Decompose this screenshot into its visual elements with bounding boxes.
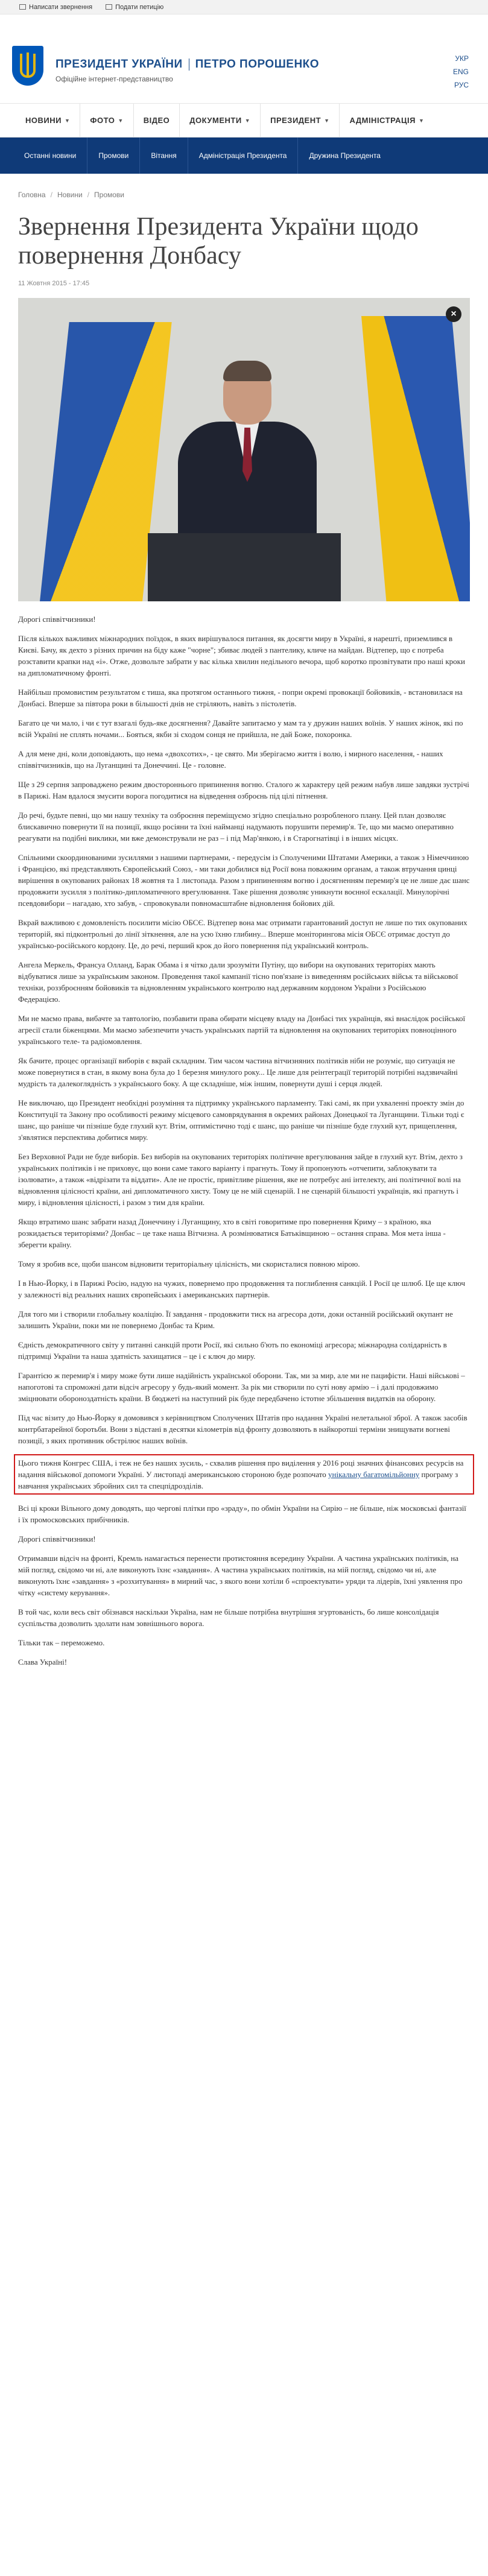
- article-paragraph: [18, 1637, 470, 1648]
- paragraph-text: До речі, будьте певні, що ми нашу техніку та озброєння переміщуємо згідно спеціально розробленого плану. Цей план дозволяє блискавично повернути її на позиції, якщо росіяни та їхні найманці надумають порушити перемир'я. Те, що ми маємо оперативно реагувати на подібні виклики, ми вже демонстрували не раз – і під Мар'янкою, і в Старогнатівці і в інших місцях.: [18, 811, 454, 843]
- nav-item[interactable]: [261, 104, 340, 138]
- podium-shape: [148, 533, 341, 601]
- article-paragraph: [18, 633, 470, 679]
- breadcrumb-speeches[interactable]: Промови: [94, 191, 125, 199]
- nav-item-label: ПРЕЗИДЕНТ: [270, 116, 322, 125]
- page-title: Звернення Президента України щодо повернення Донбасу: [18, 213, 419, 270]
- chevron-down-icon: ▼: [118, 117, 124, 124]
- site-name-part-b: ПЕТРО ПОРОШЕНКО: [195, 58, 320, 71]
- trident-icon: [20, 54, 36, 78]
- nav-item-label: АДМІНІСТРАЦІЯ: [349, 116, 416, 125]
- paragraph-text: Тільки так – переможемо.: [18, 1638, 105, 1647]
- nav-item-label: НОВИНИ: [25, 116, 62, 125]
- inline-link[interactable]: унікальну багатомільйонну: [328, 1470, 420, 1479]
- paragraph-text: Не виключаю, що Президент необхідні розуміння та підтримку українського парламенту. Такі самі, як при ухваленні проекту змін до Конституції та Закону про особливості режиму місцевого самоврядування в окремих районах Донецької та Луганщини. Тільки тоді є шанс, що раніше чи пізніше буде глухий кут. Втім, оптимістично тоді є шанс, що раніше чи пізніше буде глухий кут, прищеплення, з'являтися перспектива добитися миру.: [18, 1098, 464, 1142]
- nav-item-label: ФОТО: [90, 116, 115, 125]
- write-appeal-label: Написати звернення: [29, 3, 93, 11]
- article-paragraph: [18, 1013, 470, 1047]
- article-paragraph: [18, 959, 470, 1005]
- paragraph-text: Як бачите, процес організації виборів є вкрай складним. Тим часом частина вітчизняних політиків ніби не розуміє, що ситуація не може повернутися в стан, в якому вона була до 1 березня минулого року... Це лише для реінтеграції територій потрібні надзвичайні мудрість та далекоглядність з українського боку. А ще складніше, між іншим, повернути душі і серця людей.: [18, 1056, 458, 1088]
- main-nav: [0, 104, 488, 138]
- paragraph-text: Ще з 29 серпня запроваджено режим двостороннього припинення вогню. Сталого ж характеру цей режим набув лише завдяки зустрічі в Парижі. Нам вдалося змусити ворога погодитися на відведення озброєнь під цілі пітнення.: [18, 780, 469, 800]
- article-paragraph: [18, 1308, 470, 1331]
- paragraph-text: Для того ми і створили глобальну коаліцію. Її завдання - продовжити тиск на агресора доти, доки останній російський окупант не залишить України, поки ми не повернемо Донбас та Крим.: [18, 1309, 453, 1330]
- paragraph-text: Цього тижня Конгрес США, і теж не без наших зусиль, - схвалив рішення про виділення у 2016 році значних фінансових ресурсів на надання військової допомоги Україні. У листопаді американською стороною буде розпочато: [18, 1458, 464, 1479]
- paragraph-text: Єдність демократичного світу у питанні санкцій проти Росії, які сильно б'ють по економіці агресора; міжнародна солідарність в підтримці України та наша здатність захищатися – це і є ключ до миру.: [18, 1340, 447, 1361]
- document-icon: [106, 4, 112, 10]
- article-paragraph: [18, 1151, 470, 1208]
- article-paragraph: [18, 852, 470, 909]
- article-paragraph: [18, 917, 470, 951]
- article-paragraph: [18, 1606, 470, 1629]
- site-name[interactable]: [55, 58, 319, 71]
- paragraph-text: Ми не маємо права, вибачте за тавтологію, позбавити права обирати місцеву владу на Донбасі тих українців, які внаслідок російської агресії стали біженцями. Ми маємо забезпечити участь українських партій та відновлення на окупованих територіях повноцінного українського теле- та радіомовлення.: [18, 1014, 466, 1046]
- ukraine-flag-right: [361, 316, 470, 601]
- paragraph-text: І в Нью-Йорку, і в Парижі Росію, надую на чужих, повернемо про продовження та поглиблення санкцій. І Росії це шлюб. Це ще ключ у залежності від реальних наших європейських і американських партнерів.: [18, 1279, 466, 1299]
- paragraph-text: В той час, коли весь світ обізнався наскільки Україна, нам не більше потрібна внутрішня згуртованість, бо лише консолідація суспільства дозволить здолати нам зовнішнього ворога.: [18, 1607, 439, 1628]
- site-subtitle: Офіційне інтернет-представництво: [55, 75, 173, 83]
- paragraph-text: Дорогі співвітчизники!: [18, 615, 96, 624]
- lang-ukr[interactable]: УКР: [455, 54, 469, 63]
- sub-nav: [0, 138, 488, 174]
- paragraph-text: Без Верховної Ради не буде виборів. Без виборів на окупованих територіях політичне врегулювання зайде в глухий кут. Втім, дехто з українських політиків і не приховує, що вони саме такого варіанту і прагнуть. Тому й пропонують «отчепити, заблокувати та ізолювати», а також «відрізати та віддати». Але не простіє, привітливе рішення, яке не потребує ані інтелекту, ані політичної волі на відновлення цілісності країни, ані дипломатичного хисту. Тому це не мій сценарій. І не сценарій більшості українців, які прагнуть і миру, і відновлення цілісності, і разом з тим для країни.: [18, 1152, 463, 1207]
- paragraph-text: Якщо втратимо шанс забрати назад Донеччину і Луганщину, хто в світі говоритиме про повернення Криму – з країною, яка розкидається територіями? Донбас – це таке наша Вітчизна. А розмінюватися Батьківщиною – остання справа. Моя мета інша - зберегти країну.: [18, 1217, 446, 1249]
- article-paragraph: [14, 1454, 474, 1495]
- close-icon[interactable]: ×: [446, 306, 461, 322]
- nav-item[interactable]: [180, 104, 261, 138]
- nav-item-label: ДОКУМЕНТИ: [189, 116, 242, 125]
- nav-item[interactable]: [80, 104, 133, 138]
- write-appeal-link[interactable]: [19, 4, 92, 11]
- subnav-item[interactable]: Промови: [87, 138, 140, 174]
- paragraph-text: Вкрай важливою є домовленість посилити місію ОБСЄ. Відтепер вона має отримати гарантований доступ не лише по тих окупованих територій, які підконтрольні до лінії зіткнення, але на усю їхню глибину... Вперше моніторингова місія ОБСЄ отримає доступ до українсько-російського кордону. Це, до речі, перший крок до його повернення під український контроль.: [18, 918, 467, 950]
- top-bar: [0, 0, 488, 14]
- mail-icon: [19, 4, 26, 10]
- article-paragraph: [18, 809, 470, 844]
- article-paragraph: [18, 748, 470, 771]
- paragraph-text: А для мене дні, коли доповідають, що нема «двохсотих», - це свято. Ми зберігаємо життя і волю, і мирного населення, - наших співвітчизників, що на Луганщині та Донеччині. Це - головне.: [18, 749, 443, 770]
- breadcrumb-separator: /: [87, 191, 90, 199]
- paragraph-text: Під час візиту до Нью-Йорку я домовився з керівництвом Сполучених Штатів про надання Україні нелетальної зброї. А також засобів контрбатарейної боротьби. Вони з відстані в десятки кілометрів від фронту дозволяють в найкоротші терміни знищувати вогневі позиції, з яких противник обстрілює наших воїнів.: [18, 1413, 467, 1445]
- paragraph-text: Всі ці кроки Вільного дому доводять, що чергові плітки про «зраду», по обмін України на Сирію – не більше, ніж московські фантазії і їх промосковських прибічників.: [18, 1504, 466, 1524]
- article-paragraph: [18, 1339, 470, 1362]
- paragraph-text: Слава Україні!: [18, 1657, 68, 1666]
- article-paragraph: [18, 1055, 470, 1089]
- article-paragraph: [18, 1533, 470, 1545]
- lang-eng[interactable]: ENG: [452, 68, 469, 76]
- subnav-item[interactable]: Останні новини: [13, 138, 87, 174]
- chevron-down-icon: ▼: [64, 117, 71, 124]
- article-body: [0, 601, 488, 1700]
- paragraph-text: Багато це чи мало, і чи є тут взагалі будь-яке досягнення? Давайте запитаємо у мам та у дружин наших воїнів. У наших жінок, які по всій Україні не сплять ночами... Бояться, якби зі сходом сонця не прийшла, не дай Боже, похоронка.: [18, 718, 463, 739]
- nav-item[interactable]: [340, 104, 434, 138]
- article-paragraph: [18, 1412, 470, 1446]
- article-date: 11 Жовтня 2015 - 17:45: [18, 280, 90, 287]
- chevron-down-icon: ▼: [324, 117, 330, 124]
- chevron-down-icon: ▼: [244, 117, 251, 124]
- chevron-down-icon: ▼: [418, 117, 425, 124]
- article-paragraph: [18, 1277, 470, 1300]
- subnav-item[interactable]: Адміністрація Президента: [188, 138, 299, 174]
- article-paragraph: [18, 1552, 470, 1598]
- article-paragraph: [18, 779, 470, 802]
- submit-petition-link[interactable]: [106, 4, 163, 11]
- article-paragraph: [18, 613, 470, 625]
- article-photo[interactable]: [18, 298, 470, 601]
- breadcrumb-home[interactable]: Головна: [18, 191, 46, 199]
- nav-item[interactable]: [134, 104, 180, 138]
- article-paragraph: [18, 717, 470, 740]
- breadcrumb-news[interactable]: Новини: [57, 191, 83, 199]
- article-paragraph: [18, 1370, 470, 1404]
- paragraph-text: Гарантією ж перемир'я і миру може бути лише надійність української оборони. Так, ми за мир, але ми не пацифісти. Наші військові – напоготові та спроможні дати відсіч агресору у будь-який момент. За рік ми створили по суті нову армію – і далі продовжимо зміцнювати обороноздатність країни. В бюджеті на наступний рік буде передбачено істотне збільшення видатків на оборону.: [18, 1371, 465, 1403]
- subnav-item[interactable]: Дружина Президента: [309, 151, 381, 160]
- paragraph-text: Тому я зробив все, щоби шансом відновити територіальну цілісність, ми скористалися повною мірою.: [18, 1259, 360, 1268]
- article-paragraph: [18, 1656, 470, 1668]
- article-paragraph: [18, 1258, 470, 1270]
- paragraph-text: Ангела Меркель, Франсуа Олланд, Барак Обама і я чітко дали зрозуміти Путіну, що вибори на окупованих територіях мають відбуватися лише за українським законом. Проведення такої кампанії тісно пов'язане із виведенням російських військ та військової техніки, роззброєнням бойовиків та відновленням українського контролю над державним кордоном України з Російською Федерацією.: [18, 960, 458, 1004]
- article-paragraph: [18, 1097, 470, 1143]
- submit-petition-label: Подати петицію: [115, 3, 164, 11]
- article-paragraph: [18, 1502, 470, 1525]
- language-switcher: [453, 52, 469, 92]
- site-header: [0, 14, 488, 104]
- subnav-item[interactable]: Вітання: [140, 138, 188, 174]
- paragraph-text: Найбільш промовистим результатом є тиша, яка протягом останнього тижня, - попри окремі провокації бойовиків, - встановилася на Донбасі. Вперше за півтора роки в більшості днів не стріляють, навіть з пістолетів.: [18, 688, 463, 708]
- nav-item-label: ВІДЕО: [143, 116, 170, 125]
- breadcrumb-separator: /: [50, 191, 52, 199]
- paragraph-text: програму з навчання українських збройних сил та спецпідрозділів.: [18, 1470, 458, 1490]
- article-paragraph: [18, 1216, 470, 1250]
- site-name-part-a: ПРЕЗИДЕНТ УКРАЇНИ: [55, 58, 183, 71]
- breadcrumb: [0, 174, 488, 199]
- paragraph-text: Після кількох важливих міжнародних поїздок, в яких вирішувалося питання, як досягти миру в Україні, я нарешті, приземлився в Києві. Бачу, як дехто з різних причин на біду каже "чорне"; збиває людей з пантелику, кличе на майдан. Відтепер, що є потреба розставити крапки над «і». Отже, дозвольте забрати у вас кілька хвилин недільного вечора, щоб коротко прозвітувати про наші кроки на дипломатичному фронті.: [18, 634, 465, 677]
- paragraph-text: Отримавши відсіч на фронті, Кремль намагається перенести протистояння всередину України. А частина українських політиків, на мій погляд, свідомо чи ні, але виконують їхнє «завдання». А частина українських політиків, на мій погляд, свідомо чи ні, але виконують їхнє «завдання» з «розхитування» в мирний час, з якого вони хотіли б «спроектувати» уряди та лідерів, їхні уявлення про чітку «систему керування».: [18, 1554, 463, 1597]
- hair-shape: [223, 361, 271, 381]
- article-paragraph: [18, 686, 470, 709]
- paragraph-text: Спільними скоординованими зусиллями з нашими партнерами, - передусім із Сполученими Штатами Америки, а також з Німеччиною і Францією, які представляють Європейський Союз, - ми таки добилися від Росії вона поважним органам, а також втручання цинці вирішення в окупованих районах 18 жовтня та 1 листопада. Разом з припиненням вогню і досягненням перемир'я це не лише дає шанс продовжити зусилля з політико-дипломатичного врегулювання. Таке рішення дозволяє уникнути воєнної ескалації. Минулорічні псевдовибори – нагадаю, хто забув, - спровокували повномасштабне відновлення бойових дій.: [18, 853, 470, 908]
- lang-rus[interactable]: РУС: [454, 81, 469, 89]
- nav-item[interactable]: [16, 104, 80, 138]
- coat-of-arms-logo[interactable]: [12, 46, 43, 86]
- paragraph-text: Дорогі співвітчизники!: [18, 1534, 96, 1543]
